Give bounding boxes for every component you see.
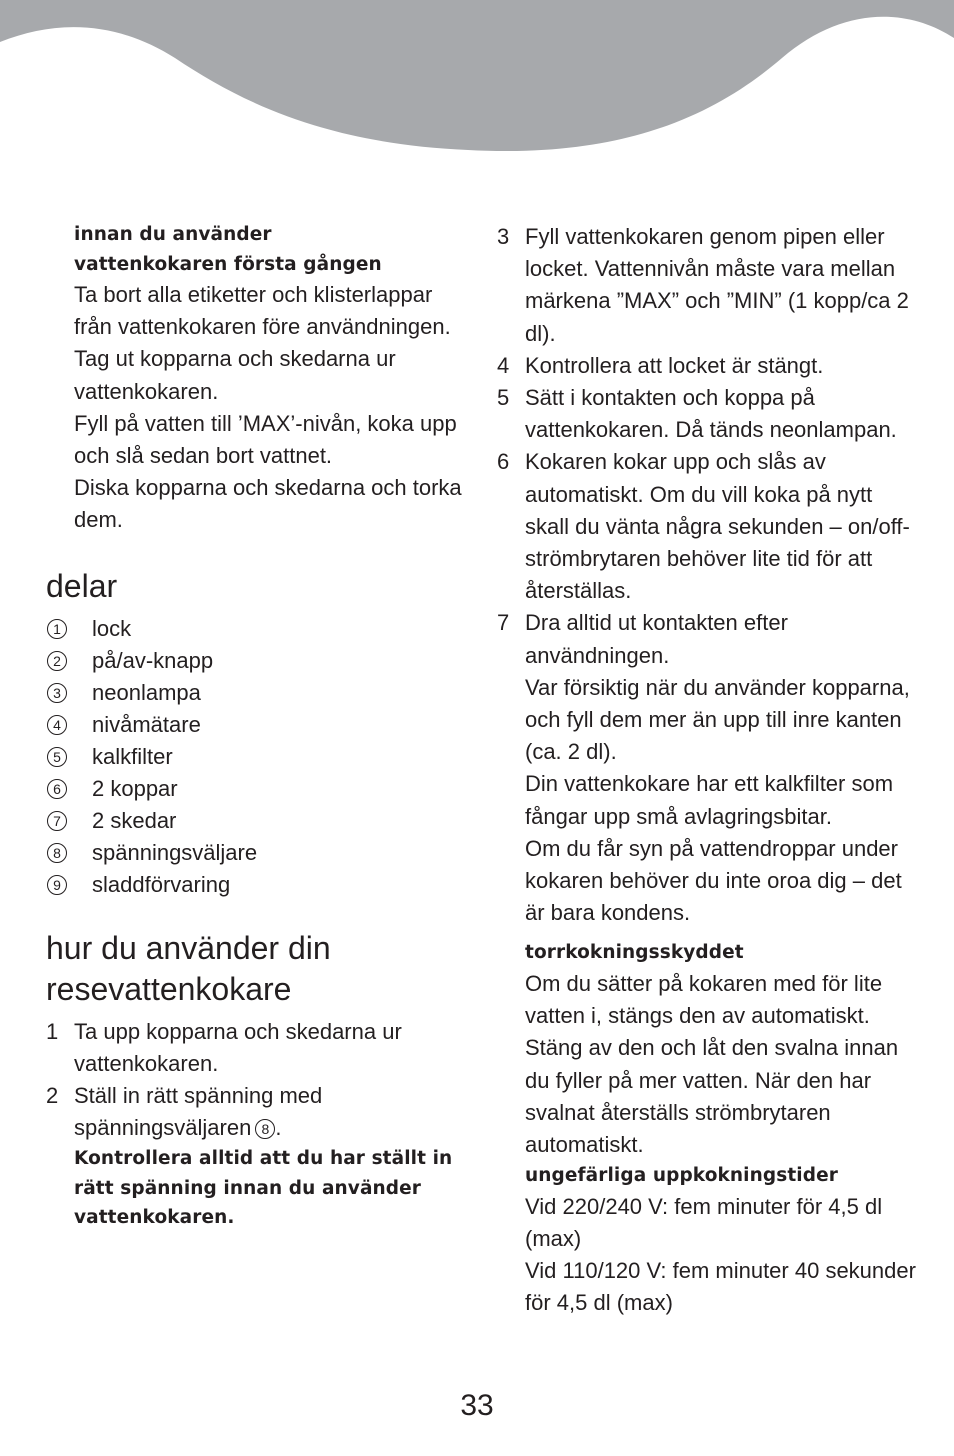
step-text: Dra alltid ut kontakten efter användningen.	[525, 610, 788, 668]
part-item	[46, 805, 466, 837]
first-use-title-line1: innan du använder	[74, 224, 272, 245]
circled-number-icon: 8	[47, 843, 67, 863]
header-wave-band	[0, 0, 954, 160]
boil-dry-title: torrkokningsskyddet	[525, 942, 744, 964]
step-text: Kontrollera att locket är stängt.	[525, 352, 824, 378]
step-text: Ta upp kopparna och skedarna ur vattenkokaren.	[74, 1018, 402, 1076]
part-label: lock	[92, 615, 132, 641]
part-item	[46, 613, 466, 645]
step-text: Ställ in rätt spänning med spänningsväljaren	[74, 1083, 323, 1141]
usage-note: Din vattenkokare har ett kalkfilter som fångar upp små avlagringsbitar.	[525, 771, 894, 829]
step-item	[497, 221, 917, 350]
step-item	[46, 1080, 466, 1233]
voltage-warning: Kontrollera alltid att du har ställt in rätt spänning innan du använder vattenkokaren.	[74, 1148, 453, 1229]
step-number: 6	[497, 449, 510, 475]
first-use-paragraph: Diska kopparna och skedarna och torka dem.	[74, 475, 462, 533]
boil-times-title: ungefärliga uppkokningstider	[525, 1165, 838, 1187]
circled-number-icon: 5	[47, 747, 67, 767]
step-number: 1	[46, 1018, 59, 1044]
step-number: 4	[497, 352, 510, 378]
circled-number-icon: 7	[47, 811, 67, 831]
step-text: Fyll vattenkokaren genom pipen eller locket. Vattennivån måste vara mellan märkena ”MAX” och ”MIN” (1 kopp/ca 2 dl).	[525, 224, 909, 346]
boil-dry-text: Om du sätter på kokaren med för lite vatten i, stängs den av automatiskt. Stäng av den och låt den svalna innan du fyller på mer vatten. När den har svalnat återställs strömbrytaren automatiskt.	[525, 970, 899, 1157]
part-item	[46, 837, 466, 869]
circled-number-icon: 3	[47, 683, 67, 703]
usage-steps-right	[497, 221, 917, 929]
boil-time-220: Vid 220/240 V: fem minuter för 4,5 dl (max)	[525, 1193, 883, 1251]
page-number: 33	[460, 1389, 494, 1422]
first-use-paragraph: Ta bort alla etiketter och klisterlappar från vattenkokaren före användningen.	[74, 282, 451, 340]
left-column	[46, 220, 466, 1233]
first-use-paragraph: Tag ut kopparna och skedarna ur vattenkokaren.	[74, 346, 396, 404]
circled-number-icon: 2	[47, 651, 67, 671]
parts-heading: delar	[46, 567, 118, 604]
step-number: 5	[497, 385, 510, 411]
part-label: spänningsväljare	[92, 839, 258, 865]
circled-number-icon: 8	[255, 1119, 275, 1139]
step-item	[497, 350, 917, 382]
usage-heading	[46, 928, 466, 1010]
part-item	[46, 773, 466, 805]
step-number: 2	[46, 1083, 59, 1109]
part-item	[46, 677, 466, 709]
first-use-paragraph: Fyll på vatten till ’MAX’-nivån, koka upp och slå sedan bort vattnet.	[74, 410, 457, 469]
part-item	[46, 869, 466, 901]
circled-number-icon: 9	[47, 875, 67, 895]
circled-number-icon: 6	[47, 779, 67, 799]
step-text: Sätt i kontakten och koppa på vattenkokaren. Då tänds neonlampan.	[525, 385, 897, 443]
step-number: 7	[497, 610, 510, 636]
part-label: 2 skedar	[92, 807, 177, 833]
parts-list	[46, 613, 466, 901]
circled-number-icon: 4	[47, 715, 67, 735]
part-label: 2 koppar	[92, 775, 178, 801]
step-item	[497, 607, 917, 929]
step-text: Kokaren kokar upp och slås av automatiskt. Om du vill koka på nytt skall du vänta några sekunden – on/off-strömbrytaren behöver lite tid för att återställas.	[525, 449, 910, 604]
usage-heading-line2: resevattenkokare	[46, 970, 292, 1007]
usage-heading-line1: hur du använder din	[46, 929, 331, 966]
step-item	[497, 446, 917, 607]
right-column	[497, 221, 917, 1320]
first-use-section	[74, 220, 466, 537]
part-label: neonlampa	[92, 679, 201, 705]
boil-times-section	[525, 1161, 917, 1319]
part-label: nivåmätare	[92, 711, 201, 737]
part-item	[46, 645, 466, 677]
circled-number-icon: 1	[47, 619, 67, 639]
usage-steps-left	[46, 1016, 466, 1233]
usage-note: Om du får syn på vattendroppar under kokaren behöver du inte oroa dig – det är bara kondens.	[525, 835, 902, 926]
part-item	[46, 709, 466, 741]
header-wave-shape	[0, 0, 954, 151]
part-label: på/av-knapp	[92, 647, 214, 673]
boil-dry-section	[525, 938, 917, 1161]
step-number: 3	[497, 224, 510, 249]
first-use-title-line2: vattenkokaren första gången	[74, 253, 382, 275]
part-item	[46, 741, 466, 773]
step-text-end: .	[275, 1115, 282, 1141]
step-item	[46, 1016, 466, 1080]
boil-time-110: Vid 110/120 V: fem minuter 40 sekunder för 4,5 dl (max)	[525, 1258, 916, 1316]
part-label: kalkfilter	[92, 743, 173, 769]
usage-note: Var försiktig när du använder kopparna, och fyll dem mer än upp till inre kanten (ca. 2 dl).	[525, 674, 910, 765]
step-item	[497, 382, 917, 446]
part-label: sladdförvaring	[92, 871, 231, 897]
